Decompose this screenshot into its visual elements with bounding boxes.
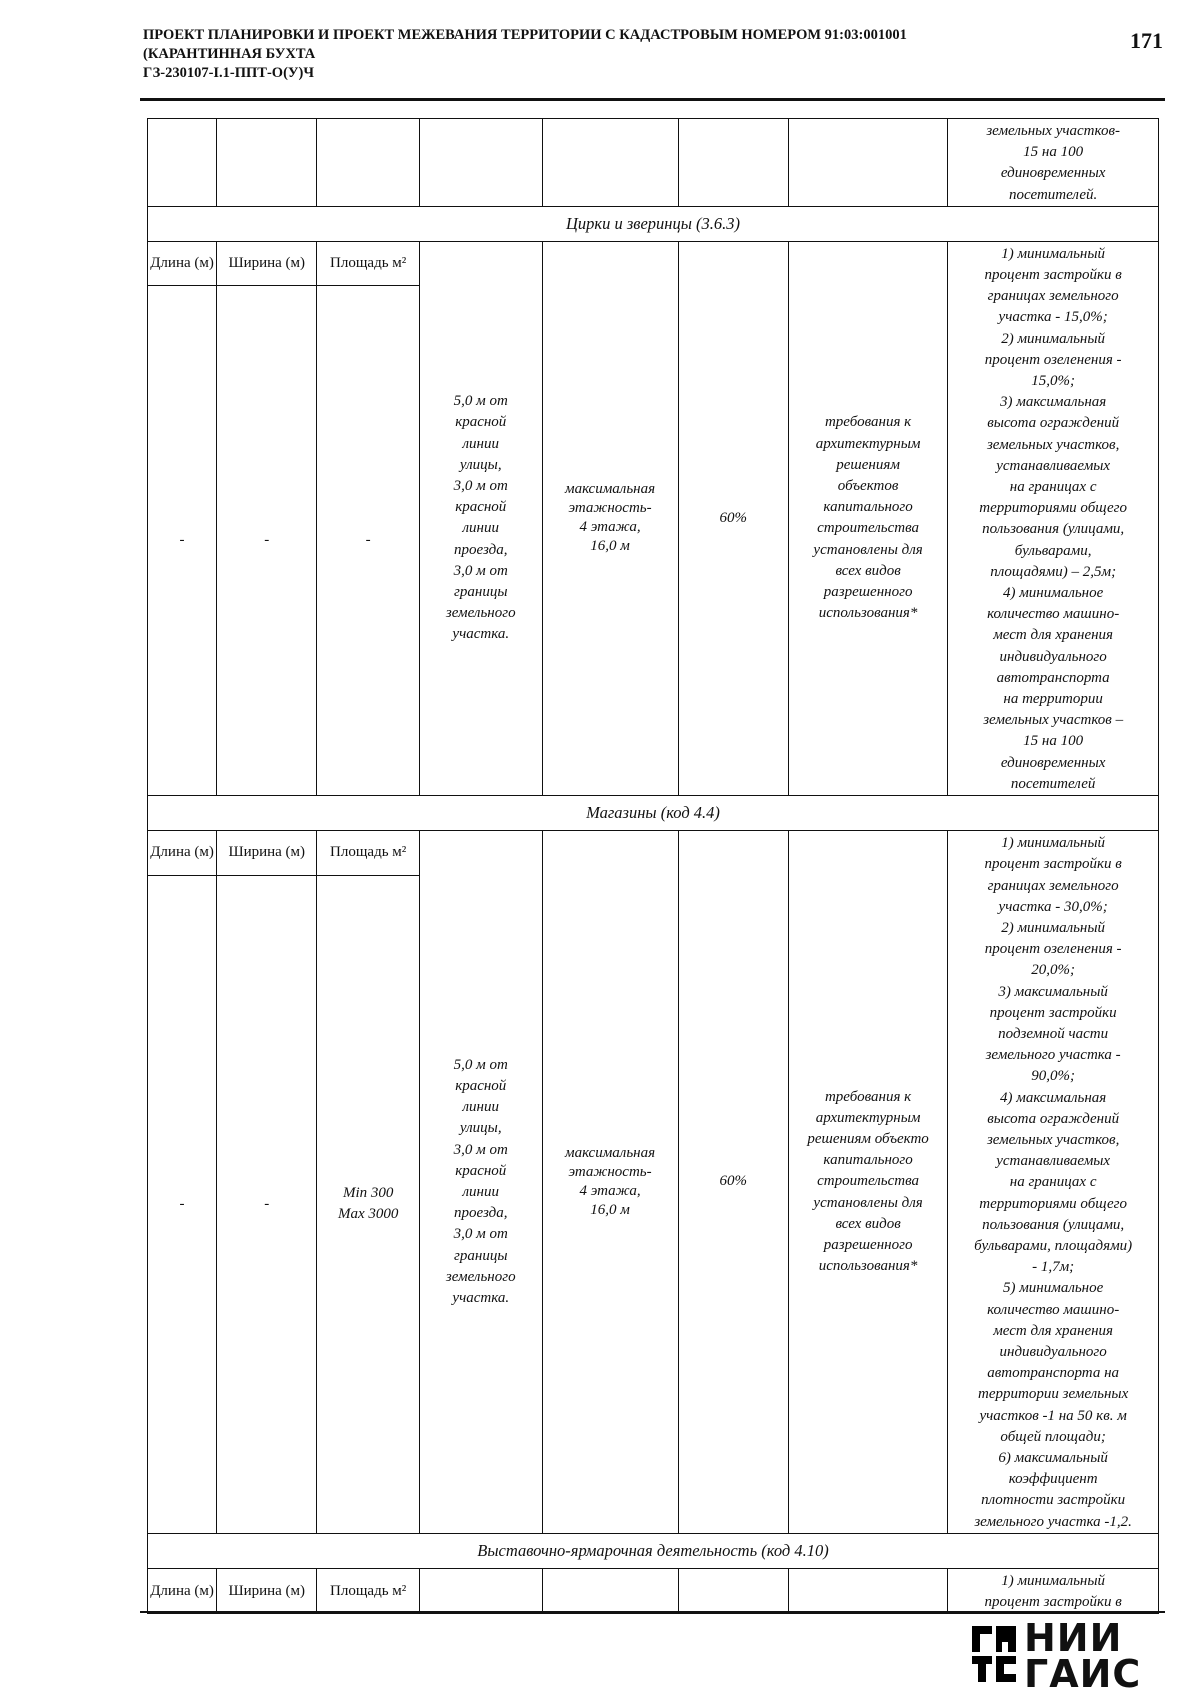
- width-label: Ширина (м): [217, 1568, 317, 1613]
- area-label: Площадь м²: [317, 831, 420, 875]
- coverage-cell: 60%: [678, 831, 788, 1534]
- section-title: Цирки и зверинцы (3.6.3): [148, 206, 1159, 241]
- table-row: [148, 241, 1159, 285]
- section-title: Выставочно-ярмарочная деятельность (код 4.10): [148, 1533, 1159, 1568]
- setback-cell: 5,0 м от красной линии улицы, 3,0 м от красной линии проезда, 3,0 м от границы земельного участка.: [419, 831, 542, 1534]
- area-label: Площадь м²: [317, 1568, 420, 1613]
- logo-text-bottom: ГАИС: [1024, 1652, 1142, 1696]
- header-title-line1: ПРОЕКТ ПЛАНИРОВКИ И ПРОЕКТ МЕЖЕВАНИЯ ТЕРРИТОРИИ С КАДАСТРОВЫМ НОМЕРОМ 91:03:001001: [143, 27, 907, 43]
- floors-cell: максимальная этажность- 4 этажа, 16,0 м: [542, 241, 678, 795]
- architecture-cell: требования к архитектурным решениям объектов капитального строительства установлены для всех видов разрешенного использования*: [788, 241, 947, 795]
- length-label: Длина (м): [148, 1568, 217, 1613]
- logo-mark-icon: [968, 1622, 1020, 1686]
- header-code: ГЗ-230107-I.1-ППТ-О(У)Ч: [143, 65, 315, 81]
- table-row: [148, 831, 1159, 875]
- continued-requirements: земельных участков- 15 на 100 единовременных посетителей.: [948, 119, 1159, 207]
- width-value: -: [217, 875, 317, 1533]
- document-header: [143, 26, 1083, 83]
- length-value: -: [148, 875, 217, 1533]
- architecture-cell: требования к архитектурным решениям объекто капитального строительства установлены для всех видов разрешенного использования*: [788, 831, 947, 1534]
- company-logo: [968, 1616, 1158, 1696]
- area-label: Площадь м²: [317, 241, 420, 285]
- logo-text-top: НИИ: [1024, 1616, 1123, 1660]
- section-title-row: [148, 796, 1159, 831]
- header-rule: [140, 98, 1165, 101]
- requirements-cell: 1) минимальный процент застройки в границах земельного участка - 30,0%; 2) минимальный процент озеленения - 20,0%; 3) максимальный процент застройки подземной части земельного участка - 90,0%; 4) максимальная высота ограждений земельных участков, устанавливаемых на границах с территориями общего пользования (улицами, бульварами, площадями) - 1,7м; 5) минимальное количество машино- мест для хранения индивидуального автотранспорта на территории земельных участков -1 на 50 кв. м общей площади; 6) максимальный коэффициент плотности застройки земельного участка -1,2.: [948, 831, 1159, 1534]
- footer-rule: [140, 1611, 1165, 1613]
- area-value: Min 300 Max 3000: [317, 875, 420, 1533]
- table-row: [148, 1568, 1159, 1613]
- width-label: Ширина (м): [217, 241, 317, 285]
- logo-text: [1024, 1616, 1142, 1696]
- floors-cell: максимальная этажность- 4 этажа, 16,0 м: [542, 831, 678, 1534]
- requirements-cell: 1) минимальный процент застройки в границах земельного участка - 15,0%; 2) минимальный процент озеленения - 15,0%; 3) максимальная высота ограждений земельных участков, устанавливаемых на границах с территориями общего пользования (улицами, бульварами, площадями) – 2,5м; 4) минимальное количество машино- мест для хранения индивидуального автотранспорта на территории земельных участков – 15 на 100 единовременных посетителей: [948, 241, 1159, 795]
- header-title-line2: (КАРАНТИННАЯ БУХТА: [143, 46, 316, 62]
- section-title-row: [148, 206, 1159, 241]
- requirements-cell: 1) минимальный процент застройки в: [948, 1568, 1159, 1613]
- regulations-table: [147, 118, 1159, 1614]
- table-row: [148, 119, 1159, 207]
- width-value: -: [217, 285, 317, 795]
- length-value: -: [148, 285, 217, 795]
- length-label: Длина (м): [148, 831, 217, 875]
- page-number: 171: [1130, 28, 1163, 53]
- section-title-row: [148, 1533, 1159, 1568]
- setback-cell: 5,0 м от красной линии улицы, 3,0 м от красной линии проезда, 3,0 м от границы земельного участка.: [419, 241, 542, 795]
- section-title: Магазины (код 4.4): [148, 796, 1159, 831]
- width-label: Ширина (м): [217, 831, 317, 875]
- area-value: -: [317, 285, 420, 795]
- coverage-cell: 60%: [678, 241, 788, 795]
- length-label: Длина (м): [148, 241, 217, 285]
